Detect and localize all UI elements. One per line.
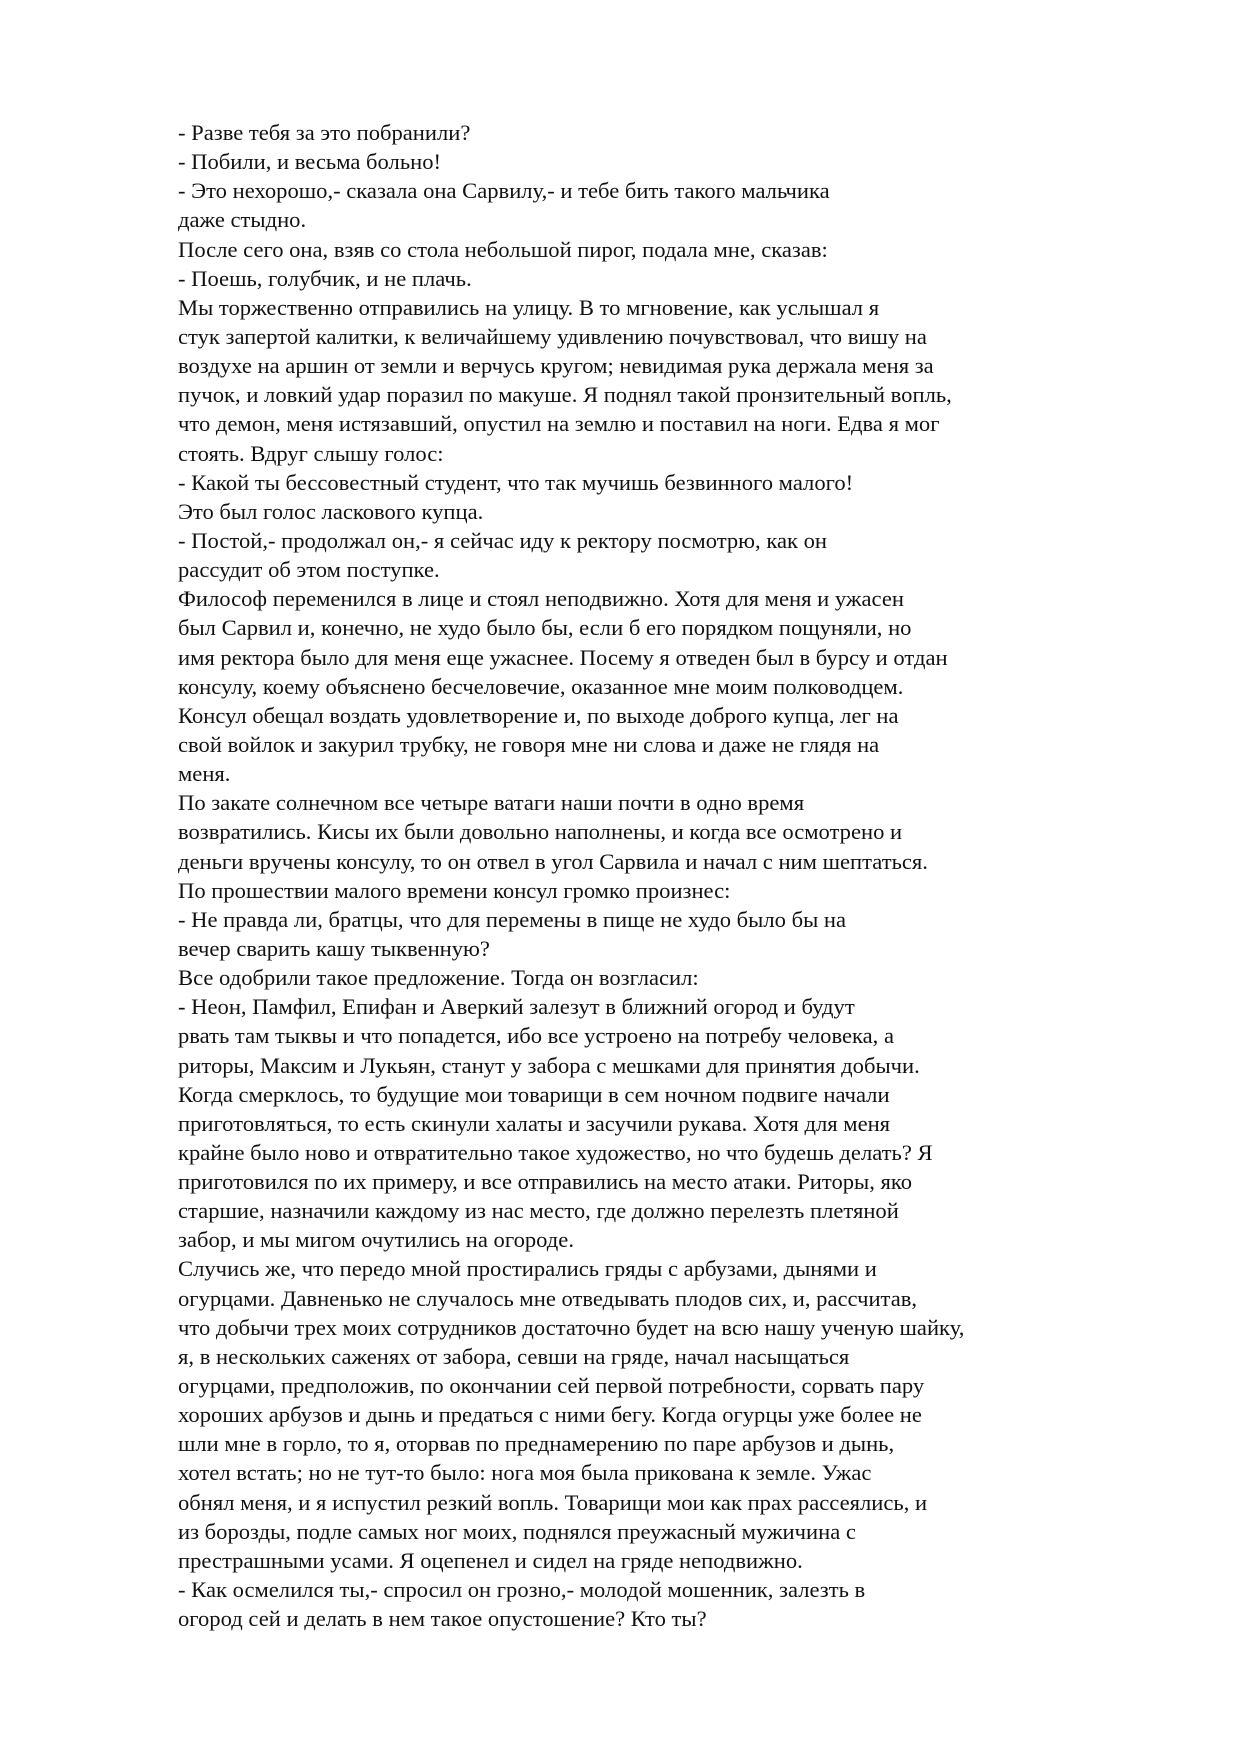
text-line: По закате солнечном все четыре ватаги наши почти в одно время <box>178 790 805 816</box>
text-line: забор, и мы мигом очутились на огороде. <box>178 1227 574 1253</box>
text-line: свой войлок и закурил трубку, не говоря мне ни слова и даже не глядя на <box>178 731 880 757</box>
text-line: - Поешь, голубчик, и не плачь. <box>178 265 472 291</box>
text-line: огурцами. Давненько не случалось мне отведывать плодов сих, и, рассчитав, <box>178 1285 918 1311</box>
text-line: Философ переменился в лице и стоял неподвижно. Хотя для меня и ужасен <box>178 586 904 612</box>
text-line: огород сей и делать в нем такое опустошение? Кто ты? <box>178 1606 707 1632</box>
text-line: имя ректора было для меня еще ужаснее. Посему я отведен был в бурсу и отдан <box>178 644 948 670</box>
document-text <box>178 118 1178 1633</box>
text-line: приготовляться, то есть скинули халаты и засучили рукава. Хотя для меня <box>178 1110 891 1136</box>
text-line: рвать там тыквы и что попадется, ибо все устроено на потребу человека, а <box>178 1023 894 1049</box>
text-line: По прошествии малого времени консул громко произнес: <box>178 877 731 903</box>
text-line: из борозды, подле самых ног моих, поднялся преужасный мужичина с <box>178 1518 856 1544</box>
text-line: стоять. Вдруг слышу голос: <box>178 440 444 466</box>
text-line: - Не правда ли, братцы, что для перемены в пище не худо было бы на <box>178 906 847 932</box>
text-line: Консул обещал воздать удовлетворение и, по выходе доброго купца, лег на <box>178 702 899 728</box>
text-line: консулу, коему объяснено бесчеловечие, оказанное мне моим полководцем. <box>178 673 904 699</box>
text-line: огурцами, предположив, по окончании сей первой потребности, сорвать пару <box>178 1373 925 1399</box>
text-line: После сего она, взяв со стола небольшой пирог, подала мне, сказав: <box>178 236 828 262</box>
text-line: риторы, Максим и Лукьян, станут у забора с мешками для принятия добычи. <box>178 1052 920 1078</box>
text-line: Это был голос ласкового купца. <box>178 498 484 524</box>
text-line: крайне было ново и отвратительно такое художество, но что будешь делать? Я <box>178 1139 933 1165</box>
text-line: Мы торжественно отправились на улицу. В то мгновение, как услышал я <box>178 294 880 320</box>
text-line: рассудит об этом поступке. <box>178 557 440 583</box>
text-line: хороших арбузов и дынь и предаться с ними бегу. Когда огурцы уже более не <box>178 1402 922 1428</box>
text-line: Все одобрили такое предложение. Тогда он возгласил: <box>178 965 699 991</box>
text-line: вечер сварить кашу тыквенную? <box>178 935 490 961</box>
text-line: был Сарвил и, конечно, не худо было бы, если б его порядком пощуняли, но <box>178 615 912 641</box>
text-line: - Постой,- продолжал он,- я сейчас иду к ректору посмотрю, как он <box>178 527 828 553</box>
text-line: Когда смерклось, то будущие мои товарищи в сем ночном подвиге начали <box>178 1081 890 1107</box>
text-line: шли мне в горло, то я, оторвав по преднамерению по паре арбузов и дынь, <box>178 1431 895 1457</box>
text-line: - Какой ты бессовестный студент, что так мучишь безвинного малого! <box>178 469 854 495</box>
text-line: пучок, и ловкий удар поразил по макуше. Я поднял такой пронзительный вопль, <box>178 382 952 408</box>
text-line: обнял меня, и я испустил резкий вопль. Товарищи мои как прах рассеялись, и <box>178 1489 928 1515</box>
text-line: - Это нехорошо,- сказала она Сарвилу,- и тебе бить такого мальчика <box>178 178 830 204</box>
text-line: даже стыдно. <box>178 207 307 233</box>
text-line: что демон, меня истязавший, опустил на землю и поставил на ноги. Едва я мог <box>178 411 940 437</box>
text-line: - Неон, Памфил, Епифан и Аверкий залезут в ближний огород и будут <box>178 994 855 1020</box>
text-line: возвратились. Кисы их были довольно наполнены, и когда все осмотрено и <box>178 819 903 845</box>
text-line: деньги вручены консулу, то он отвел в угол Сарвила и начал с ним шептаться. <box>178 848 928 874</box>
text-line: меня. <box>178 761 231 787</box>
text-line: - Как осмелился ты,- спросил он грозно,- молодой мошенник, залезть в <box>178 1577 866 1603</box>
text-line: приготовился по их примеру, и все отправились на место атаки. Риторы, яко <box>178 1169 913 1195</box>
text-line: воздухе на аршин от земли и верчусь кругом; невидимая рука держала меня за <box>178 353 934 379</box>
text-line: стук запертой калитки, к величайшему удивлению почувствовал, что вишу на <box>178 323 927 349</box>
text-line: я, в нескольких саженях от забора, севши на гряде, начал насыщаться <box>178 1343 850 1369</box>
text-line: старшие, назначили каждому из нас место, где должно перелезть плетяной <box>178 1198 899 1224</box>
text-line: хотел встать; но не тут-то было: нога моя была прикована к земле. Ужас <box>178 1460 872 1486</box>
text-line: что добычи трех моих сотрудников достаточно будет на всю нашу ученую шайку, <box>178 1314 965 1340</box>
text-line: - Разве тебя за это побранили? <box>178 120 471 145</box>
text-line: - Побили, и весьма больно! <box>178 149 442 175</box>
text-line: престрашными усами. Я оцепенел и сидел на гряде неподвижно. <box>178 1547 803 1573</box>
text-line: Случись же, что передо мной простирались гряды с арбузами, дынями и <box>178 1256 877 1282</box>
